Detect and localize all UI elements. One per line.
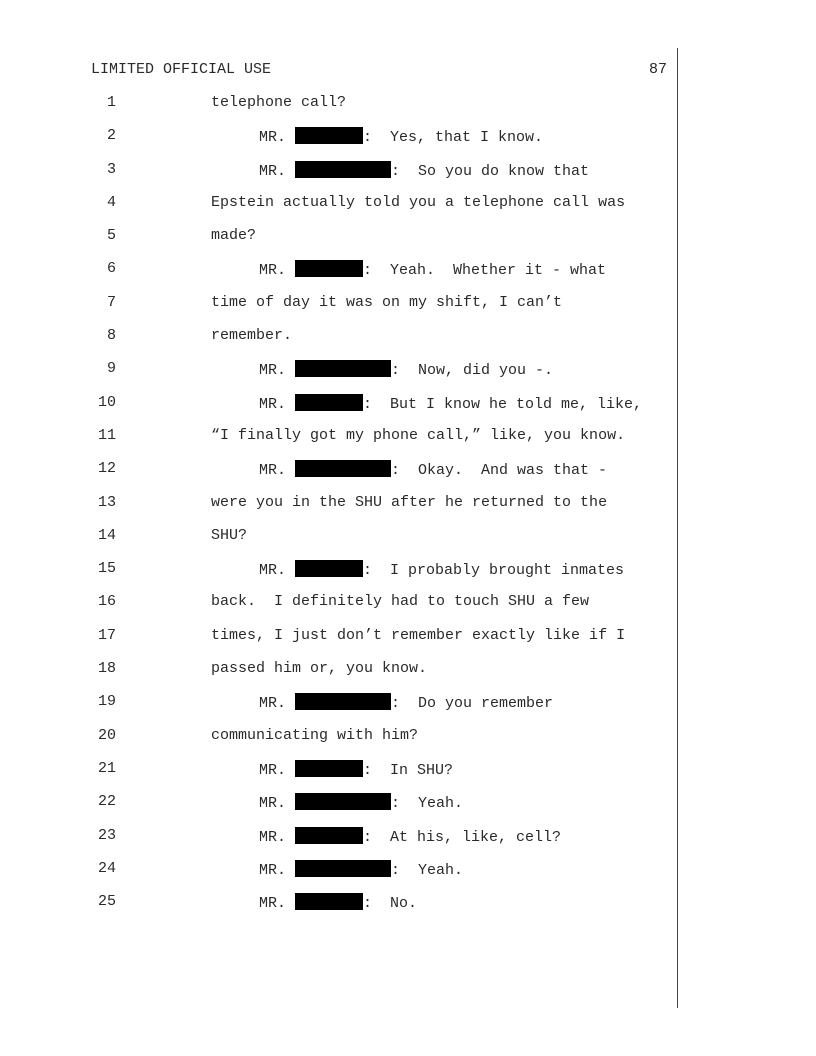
line-text bbox=[211, 294, 562, 311]
line-text bbox=[211, 660, 427, 677]
continuation-text: remember. bbox=[211, 327, 293, 345]
speaker-prefix: MR. bbox=[259, 562, 287, 580]
line-text bbox=[259, 260, 606, 279]
speaker-prefix: MR. bbox=[259, 262, 287, 280]
speaker-prefix: MR. bbox=[259, 895, 287, 913]
redaction-block bbox=[295, 793, 391, 810]
transcript-line bbox=[0, 161, 677, 194]
line-number: 7 bbox=[106, 293, 116, 311]
line-number: 8 bbox=[106, 327, 116, 345]
line-number: 2 bbox=[106, 127, 116, 145]
transcript-line bbox=[0, 727, 677, 760]
line-text bbox=[259, 360, 553, 379]
line-number: 6 bbox=[106, 260, 116, 278]
transcript-line bbox=[0, 494, 677, 527]
speaker-prefix: MR. bbox=[259, 795, 287, 813]
transcript-line bbox=[0, 460, 677, 493]
speaker-prefix: MR. bbox=[259, 395, 287, 413]
line-text bbox=[259, 394, 642, 413]
line-text bbox=[259, 127, 543, 146]
transcript-lines bbox=[0, 94, 677, 926]
continuation-text: telephone call? bbox=[211, 94, 347, 111]
continuation-text: communicating with him? bbox=[211, 726, 419, 744]
transcript-line bbox=[0, 593, 677, 626]
redaction-block bbox=[295, 693, 391, 710]
line-number: 19 bbox=[97, 693, 116, 711]
transcript-line bbox=[0, 427, 677, 460]
line-number: 25 bbox=[97, 893, 116, 911]
transcript-line bbox=[0, 860, 677, 893]
speaker-statement: : At his, like, cell? bbox=[363, 828, 562, 846]
continuation-text: were you in the SHU after he returned to the bbox=[211, 493, 608, 511]
classification-header: LIMITED OFFICIAL USE bbox=[91, 61, 272, 78]
continuation-text: Epstein actually told you a telephone call was bbox=[211, 193, 626, 211]
page-number: 87 bbox=[648, 61, 667, 78]
line-text bbox=[259, 693, 553, 712]
line-number: 14 bbox=[97, 526, 116, 544]
continuation-text: back. I definitely had to touch SHU a few bbox=[211, 593, 590, 611]
redaction-block bbox=[295, 127, 363, 144]
line-number: 21 bbox=[97, 759, 116, 777]
line-text bbox=[259, 760, 453, 779]
continuation-text: SHU? bbox=[211, 526, 248, 544]
speaker-prefix: MR. bbox=[259, 861, 287, 879]
speaker-prefix: MR. bbox=[259, 129, 287, 147]
line-number: 3 bbox=[106, 160, 116, 178]
speaker-prefix: MR. bbox=[259, 761, 287, 779]
transcript-line bbox=[0, 194, 677, 227]
redaction-block bbox=[295, 893, 363, 910]
line-text bbox=[211, 494, 607, 511]
line-number: 12 bbox=[97, 460, 116, 478]
line-text bbox=[259, 860, 463, 879]
transcript-line bbox=[0, 527, 677, 560]
transcript-line bbox=[0, 360, 677, 393]
speaker-statement: : Yes, that I know. bbox=[363, 129, 544, 147]
transcript-line bbox=[0, 294, 677, 327]
continuation-text: “I finally got my phone call,” like, you know. bbox=[211, 426, 626, 444]
transcript-line bbox=[0, 793, 677, 826]
line-text bbox=[211, 627, 625, 644]
speaker-prefix: MR. bbox=[259, 162, 287, 180]
line-text bbox=[211, 94, 346, 111]
continuation-text: made? bbox=[211, 227, 257, 245]
line-number: 16 bbox=[97, 593, 116, 611]
line-text bbox=[211, 327, 292, 344]
line-number: 13 bbox=[97, 493, 116, 511]
redaction-block bbox=[295, 760, 363, 777]
speaker-prefix: MR. bbox=[259, 362, 287, 380]
redaction-block bbox=[295, 161, 391, 178]
line-number: 24 bbox=[97, 859, 116, 877]
right-margin-rule bbox=[677, 48, 678, 1008]
speaker-prefix: MR. bbox=[259, 462, 287, 480]
speaker-statement: : Do you remember bbox=[391, 695, 554, 713]
speaker-statement: : But I know he told me, like, bbox=[363, 395, 643, 413]
speaker-statement: : Yeah. bbox=[391, 795, 464, 813]
speaker-statement: : Okay. And was that - bbox=[391, 462, 608, 480]
redaction-block bbox=[295, 827, 363, 844]
speaker-prefix: MR. bbox=[259, 695, 287, 713]
line-text bbox=[211, 427, 625, 444]
line-number: 20 bbox=[97, 726, 116, 744]
redaction-block bbox=[295, 394, 363, 411]
line-number: 22 bbox=[97, 793, 116, 811]
redaction-block bbox=[295, 260, 363, 277]
transcript-line bbox=[0, 127, 677, 160]
transcript-line bbox=[0, 560, 677, 593]
line-number: 17 bbox=[97, 626, 116, 644]
line-text bbox=[211, 194, 625, 211]
redaction-block bbox=[295, 560, 363, 577]
line-text bbox=[259, 893, 417, 912]
line-text bbox=[211, 727, 418, 744]
continuation-text: times, I just don’t remember exactly like if I bbox=[211, 626, 626, 644]
line-text bbox=[259, 793, 463, 812]
speaker-prefix: MR. bbox=[259, 828, 287, 846]
line-number: 18 bbox=[97, 660, 116, 678]
transcript-line bbox=[0, 227, 677, 260]
transcript-line bbox=[0, 260, 677, 293]
line-text bbox=[259, 560, 624, 579]
line-text bbox=[259, 460, 607, 479]
transcript-line bbox=[0, 660, 677, 693]
speaker-statement: : Yeah. Whether it - what bbox=[363, 262, 607, 280]
line-text bbox=[259, 827, 561, 846]
transcript-line bbox=[0, 760, 677, 793]
continuation-text: time of day it was on my shift, I can’t bbox=[211, 293, 563, 311]
speaker-statement: : No. bbox=[363, 895, 418, 913]
transcript-line bbox=[0, 893, 677, 926]
line-text bbox=[259, 161, 589, 180]
line-text bbox=[211, 227, 256, 244]
line-number: 4 bbox=[106, 193, 116, 211]
speaker-statement: : In SHU? bbox=[363, 761, 454, 779]
redaction-block bbox=[295, 860, 391, 877]
line-number: 23 bbox=[97, 826, 116, 844]
speaker-statement: : I probably brought inmates bbox=[363, 562, 625, 580]
transcript-line bbox=[0, 394, 677, 427]
transcript-line bbox=[0, 627, 677, 660]
line-number: 11 bbox=[97, 426, 116, 444]
transcript-line bbox=[0, 327, 677, 360]
line-number: 15 bbox=[97, 560, 116, 578]
line-number: 9 bbox=[106, 360, 116, 378]
line-text bbox=[211, 527, 247, 544]
speaker-statement: : Yeah. bbox=[391, 861, 464, 879]
transcript-line bbox=[0, 693, 677, 726]
transcript-line bbox=[0, 94, 677, 127]
redaction-block bbox=[295, 460, 391, 477]
transcript-line bbox=[0, 827, 677, 860]
continuation-text: passed him or, you know. bbox=[211, 660, 428, 678]
line-number: 1 bbox=[106, 94, 116, 111]
speaker-statement: : Now, did you -. bbox=[391, 362, 554, 380]
redaction-block bbox=[295, 360, 391, 377]
speaker-statement: : So you do know that bbox=[391, 162, 590, 180]
line-number: 10 bbox=[97, 393, 116, 411]
line-text bbox=[211, 593, 589, 610]
line-number: 5 bbox=[106, 227, 116, 245]
